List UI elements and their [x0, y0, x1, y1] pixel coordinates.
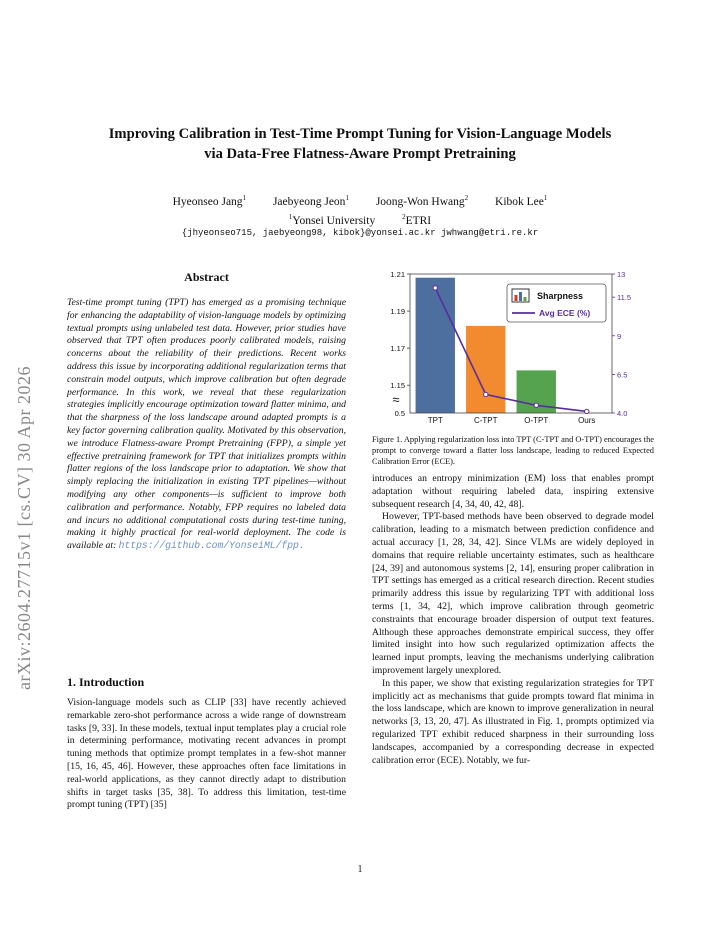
ece-point: [484, 392, 488, 396]
abstract-text: Test-time prompt tuning (TPT) has emerged as a promising technique for enhancing the adaptability of vision-language models by optimizing textual prompts using unlabeled test data. However, prior studies have observed that TPT often produces poorly calibrated models, raising concerns about the reliability of their predictions. Recent works address this issue by incorporating additional regularization terms that constrain model outputs, which improve calibration but often degrade performance. In this work, we reveal that these regularization strategies implicitly encourage optimization toward flatter minima, and that the sharpness of the loss landscape around adapted prompts is a key factor governing calibration quality. Motivated by this observation, we introduce Flatness-aware Prompt Pretraining (FPP), a simple yet effective pretraining framework for TPT that initializes prompts within flatter regions of the loss landscape prior to adaptation. We show that simply replacing the initialization in existing TPT pipelines—without modifying any other components—is sufficient to improve both calibration and performance. Notably, FPP requires no labeled data and incurs no additional computational costs during test-time tuning, making it highly practical for real-world deployment. The code is available at: https://github.com/YonseiML/fpp.: [67, 297, 346, 552]
bar-chart-icon: [515, 295, 518, 301]
arxiv-identifier: arXiv:2604.27715v1 [cs.CV] 30 Apr 2026: [14, 366, 34, 690]
legend-label-ece: Avg ECE (%): [539, 308, 591, 318]
legend-label-sharpness: Sharpness: [537, 291, 584, 301]
ece-point: [433, 286, 437, 290]
chart-svg: [372, 262, 654, 432]
affiliation: $^1$Yonsei University: [288, 212, 376, 227]
right-column: [372, 262, 654, 767]
paper-title: [60, 124, 660, 164]
y-right-tick-label: 9: [617, 331, 622, 341]
author: Kibok Lee$^1$: [495, 194, 548, 208]
code-link[interactable]: https://github.com/YonseiML/fpp.: [118, 540, 305, 552]
y-left-tick-label: 0.5: [394, 409, 405, 418]
y-left-tick-label: 1.15: [390, 381, 405, 391]
x-tick-label: C-TPT: [473, 416, 498, 425]
intro-paragraph: Vision-language models such as CLIP [33] have recently achieved remarkable zero-shot performance across a wide range of downstream tasks [9, 33]. In these models, textual input templates play a crucial role in determining performance, motivating recent advances in prompt tuning methods that optimize prompt templates in a few-shot manner [15, 16, 45, 46]. However, these approaches often face limitations in real-world applications, as they cannot directly adapt to distribution shifts in target tasks [35, 38]. To address this limitation, test-time prompt tuning (TPT) [35]: [67, 697, 346, 811]
right-paragraph-1: introduces an entropy minimization (EM) loss that enables prompt adaptation without requiring labeled data, inspiring extensive subsequent research [4, 34, 40, 42, 48].: [372, 473, 654, 510]
author: Jaebyeong Jeon$^1$: [272, 194, 349, 208]
bar-c-tpt: [466, 326, 505, 413]
right-paragraph-2: However, TPT-based methods have been observed to degrade model calibration, leading to a mismatch between prediction confidence and actual accuracy [1, 28, 34, 42]. Since VLMs are widely deployed in domains that require reliable uncertainty estimates, such as healthcare [24, 39] and autonomous systems [2, 14], ensuring proper calibration in TPT settings has emerged as a critical research direction. Recent studies primarily address this issue by regularizing TPT with additional loss terms [1, 34, 42], which improve calibration through geometric constraints that encourage broader dispersion of output text features. Although these approaches demonstrate empirical success, they offer limited insight into how such regularized optimization affects the learned input prompts, leaving the mechanisms underlying calibration improvement largely unexplored.: [372, 511, 654, 676]
bar-chart-icon: [519, 292, 522, 301]
affiliation: $^2$ETRI: [402, 212, 432, 227]
figure-1-chart: [372, 262, 654, 432]
y-right-tick-label: 11.5: [617, 293, 632, 303]
y-left-tick-label: 1.17: [390, 344, 405, 354]
axis-break-symbol: ≈: [392, 392, 400, 407]
y-right-tick-label: 6.5: [617, 370, 628, 380]
author-emails: {jhyeonseo715, jaebyeong98, kibok}@yonsei.ac.kr jwhwang@etri.re.kr: [181, 228, 539, 238]
right-paragraph-3: In this paper, we show that existing regularization strategies for TPT implicitly act as mechanisms that guide prompts toward flat minima in the loss landscape, which are known to improve generalization in neural networks [3, 13, 20, 47]. As illustrated in Fig. 1, prompts optimized via regularized TPT exhibit reduced sharpness in their surrounding loss landscapes, accompanied by a corresponding decrease in expected calibration error (ECE). Notably, we fur-: [372, 677, 654, 766]
ece-point: [585, 409, 589, 413]
y-right-tick-label: 4.0: [617, 409, 628, 418]
page-number: 1: [357, 864, 363, 875]
left-column: [67, 270, 346, 811]
y-right-tick-label: 13: [617, 270, 626, 279]
x-tick-label: O-TPT: [524, 416, 549, 425]
author: Hyeonseo Jang$^1$: [172, 194, 247, 208]
author: Joong-Won Hwang$^2$: [375, 194, 469, 208]
bar-tpt: [416, 278, 455, 413]
ece-point: [534, 403, 538, 407]
abstract-heading: Abstract: [184, 270, 229, 284]
title-line-2: via Data-Free Flatness-Aware Prompt Pretraining: [204, 146, 516, 162]
x-tick-label: Ours: [578, 416, 596, 425]
figure-caption: Figure 1. Applying regularization loss into TPT (C-TPT and O-TPT) encourages the prompt to converge toward a flatter loss landscape, leading to reduced Expected Calibration Error (ECE).: [372, 435, 654, 466]
author-names: [60, 191, 660, 210]
intro-heading: 1. Introduction: [67, 675, 145, 689]
bar-chart-icon: [524, 297, 527, 301]
affiliations: [60, 210, 660, 229]
y-left-tick-label: 1.19: [390, 307, 405, 317]
title-line-1: Improving Calibration in Test-Time Prompt Tuning for Vision-Language Models: [108, 126, 612, 142]
author-block: [60, 191, 660, 229]
x-tick-label: TPT: [427, 416, 443, 425]
y-left-tick-label: 1.21: [390, 270, 405, 279]
